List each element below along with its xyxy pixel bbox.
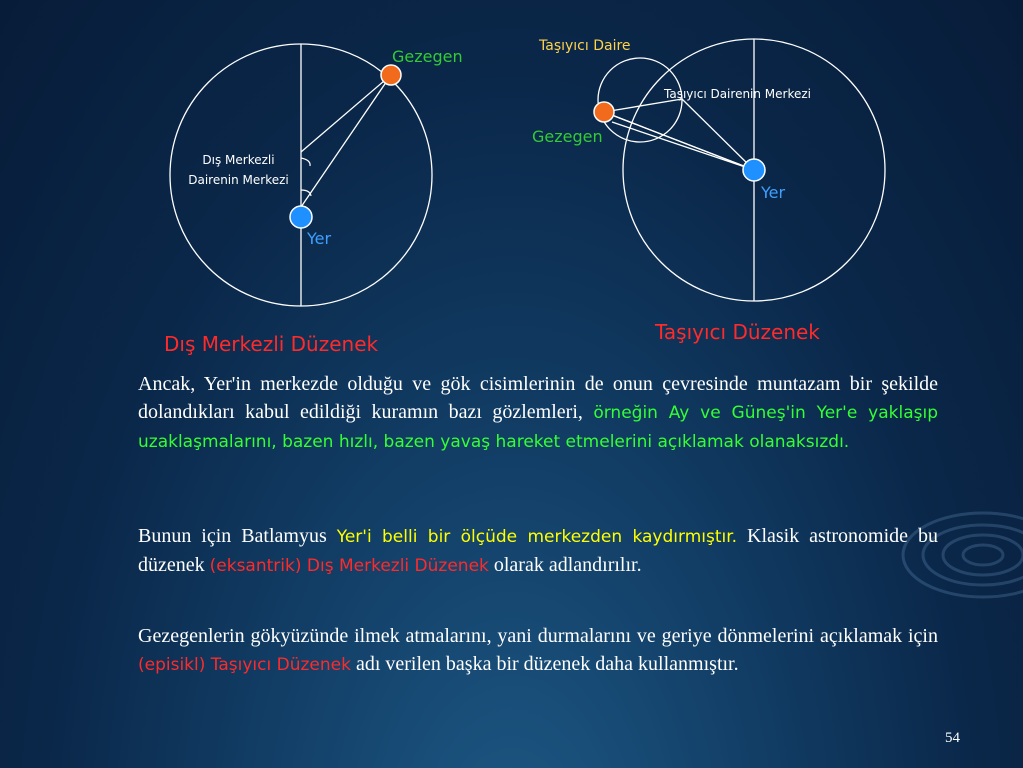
epicycle-line-c: [612, 122, 754, 170]
epicycle-circle-label: Taşıyıcı Daire: [539, 38, 631, 54]
paragraph-1-text: Ancak, Yer'in merkezde olduğu ve gök cisimlerinin de onun çevresinde muntazam bir şekilde dolandıkları kabul edildiği kuramın bazı gözlemleri,: [138, 373, 938, 423]
epicycle-diagram: [594, 39, 885, 301]
page-number: 54: [945, 730, 960, 746]
epicycle-earth-dot: [743, 159, 765, 181]
paragraph-2-text-mid: Klasik astronomide bu düzenek: [138, 525, 938, 576]
diagrams-canvas: [0, 0, 1023, 340]
epicycle-line-center: [682, 99, 754, 170]
eccentric-earth-dot: [290, 206, 312, 228]
paragraph-3-highlight: (episikl) Taşıyıcı Düzenek: [138, 655, 351, 675]
epicycle-planet-dot: [594, 102, 614, 122]
paragraph-3-text-start: Gezegenlerin gökyüzünde ilmek atmalarını, yani durmalarını ve geriye dönmelerini açıklamak için: [138, 625, 938, 647]
paragraph-2-text-start: Bunun için Batlamyus: [138, 525, 337, 547]
eccentric-center-label: [176, 150, 301, 190]
epicycle-earth-label: Yer: [761, 183, 786, 202]
paragraph-2: [138, 522, 938, 580]
eccentric-center-label-line2: Dairenin Merkezi: [188, 173, 289, 187]
eccentric-planet-dot: [381, 65, 401, 85]
epicycle-planet-label: Gezegen: [532, 127, 603, 146]
paragraph-3: [138, 622, 938, 679]
paragraph-1-highlight: örneğin Ay ve Güneş'in Yer'e yaklaşıp uzaklaşmalarını, bazen hızlı, bazen yavaş hareket etmelerini açıklamak olanaksızdı.: [138, 403, 938, 452]
eccentric-planet-label: Gezegen: [392, 47, 463, 66]
epicycle-center-label: Taşıyıcı Dairenin Merkezi: [664, 87, 812, 101]
paragraph-2-highlight-1: Yer'i belli bir ölçüde merkezden kaydırmıştır.: [336, 527, 738, 547]
epicycle-title: Taşıyıcı Düzenek: [655, 320, 820, 344]
eccentric-angle-arc-1: [301, 158, 310, 166]
paragraph-2-text-end: olarak adlandırılır.: [488, 554, 642, 576]
eccentric-center-label-line1: Dış Merkezli: [202, 153, 275, 167]
paragraph-1: [138, 370, 938, 456]
eccentric-title: Dış Merkezli Düzenek: [164, 332, 379, 356]
eccentric-earth-label: Yer: [307, 229, 332, 248]
paragraph-2-highlight-2: (eksantrik) Dış Merkezli Düzenek: [209, 556, 489, 576]
paragraph-3-text-end: adı verilen başka bir düzenek daha kullanmıştır.: [350, 653, 739, 675]
